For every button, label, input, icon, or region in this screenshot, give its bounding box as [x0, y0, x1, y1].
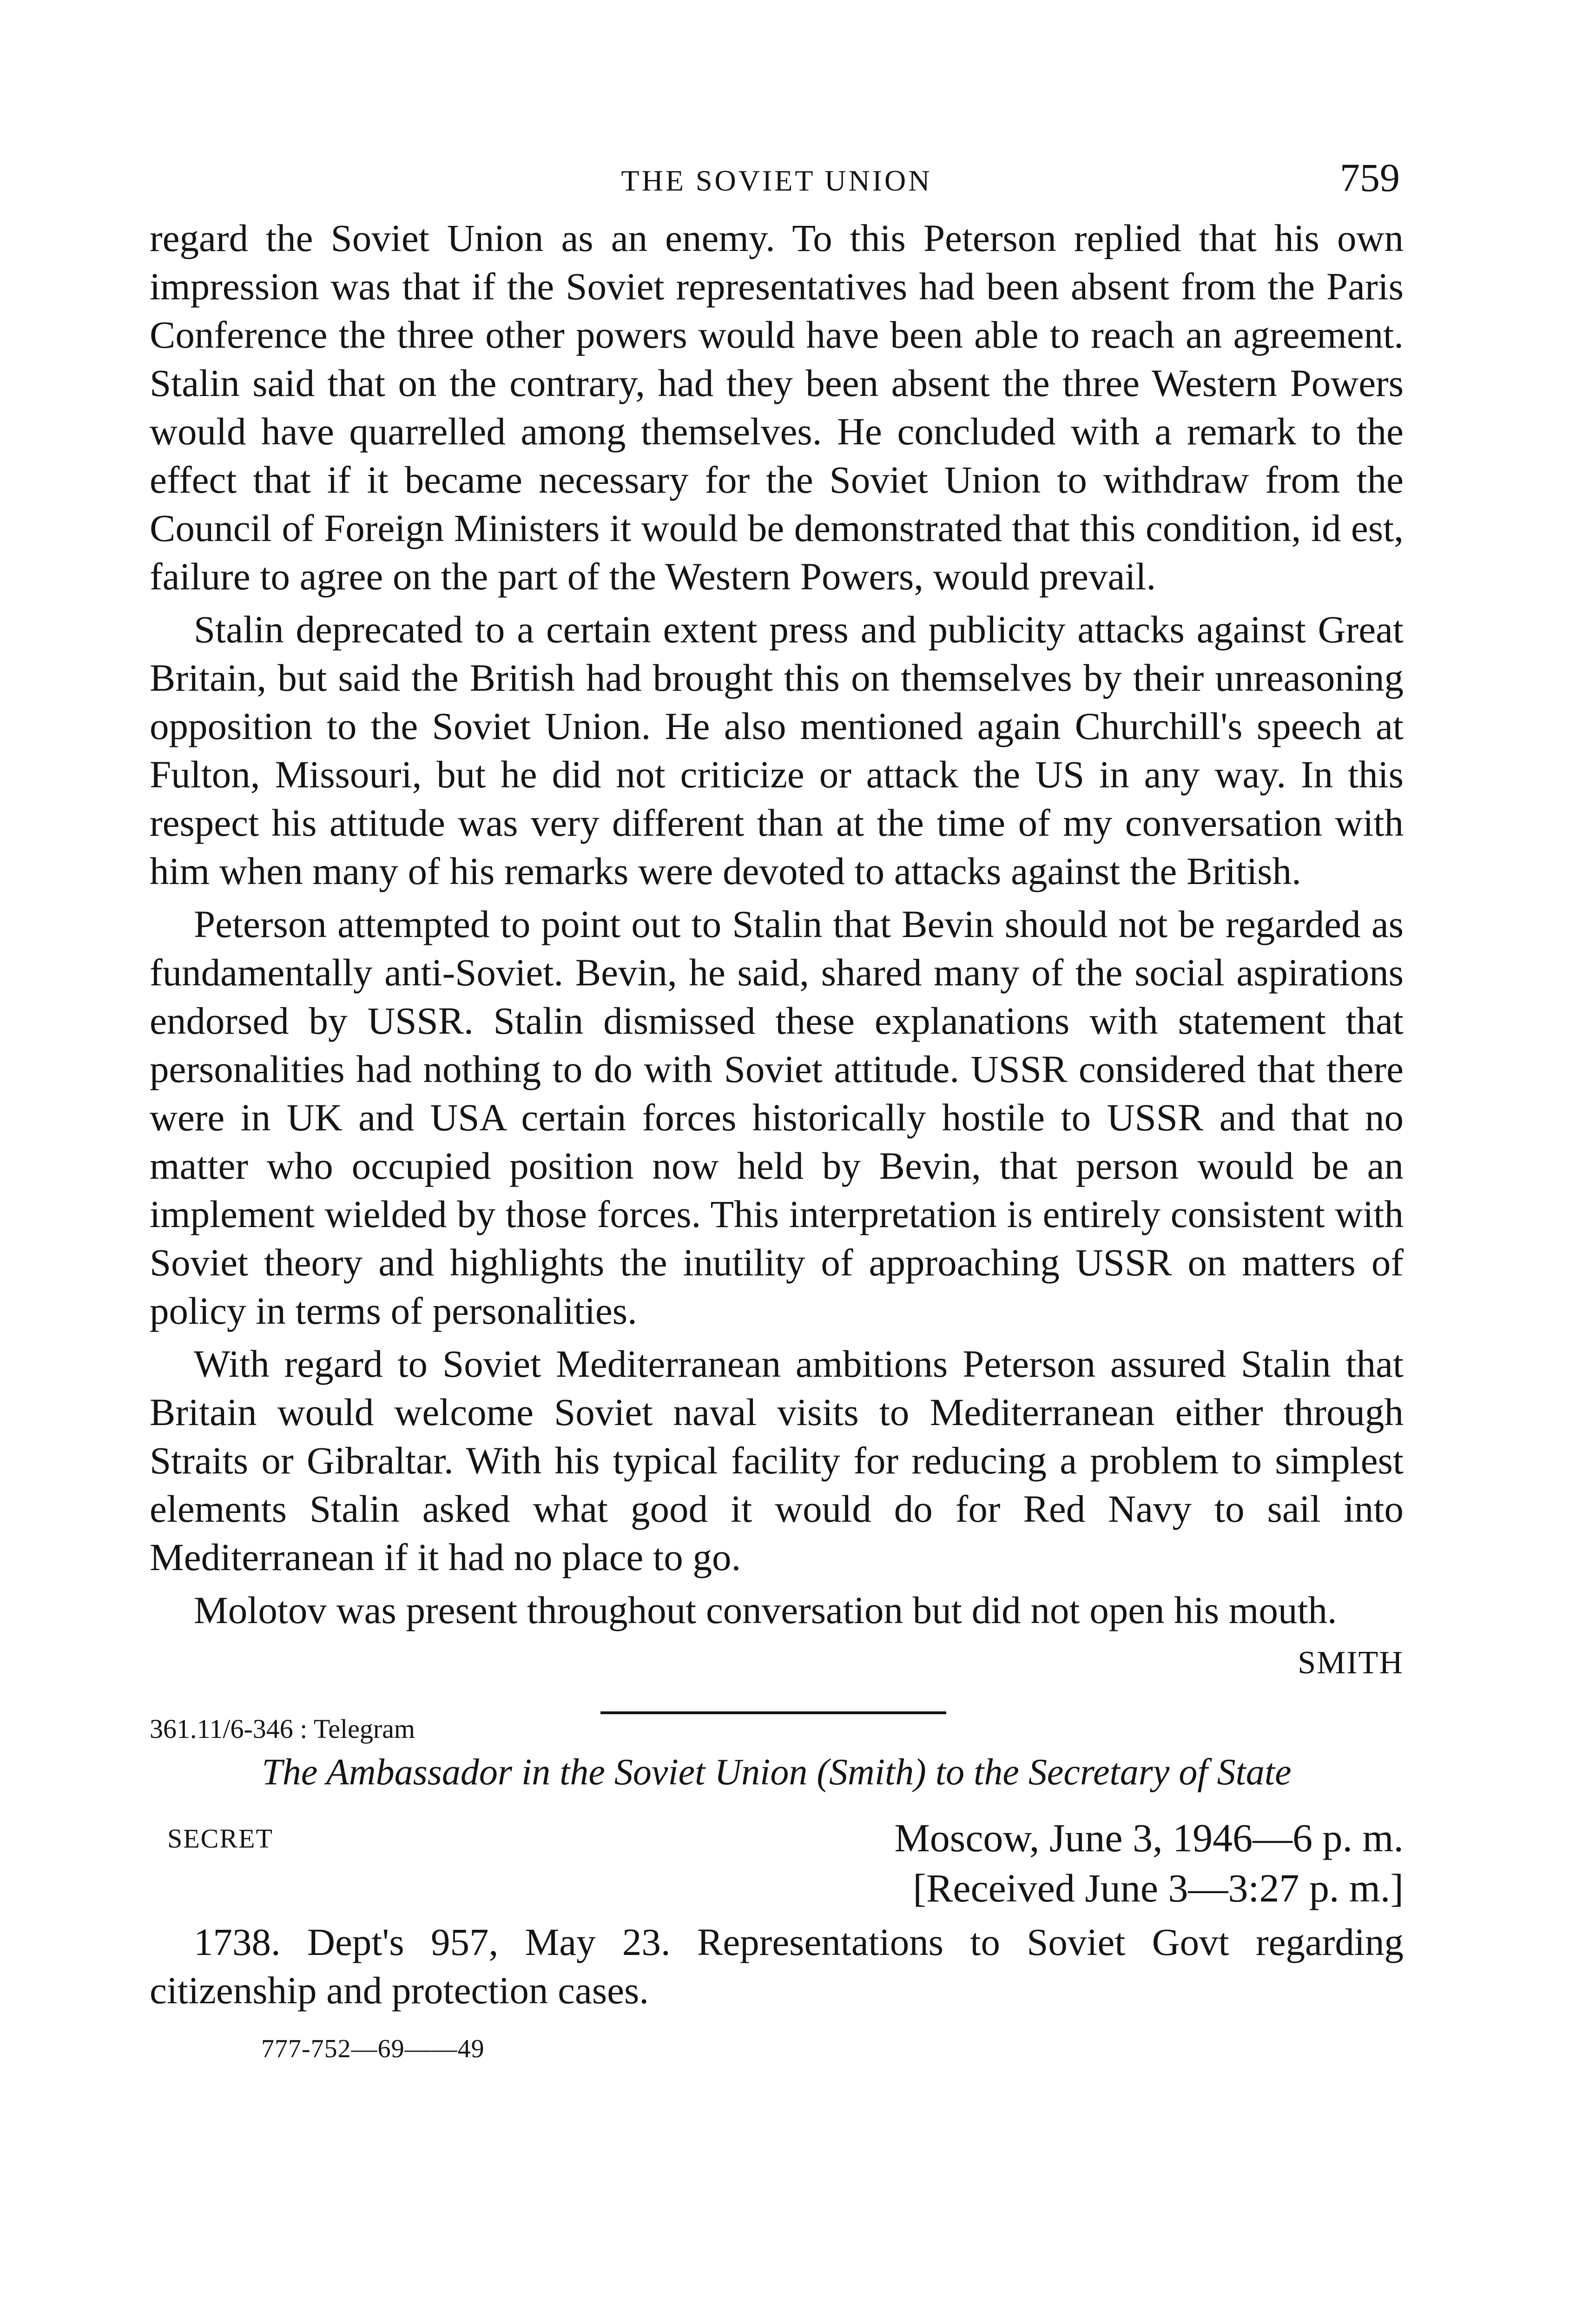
document-heading-row	[150, 1700, 1404, 1748]
page-number: 759	[1340, 155, 1400, 200]
document-page	[150, 155, 1404, 2064]
telegram-body	[150, 1918, 1404, 2014]
paragraph-press-attacks: Stalin deprecated to a certain extent press and publicity attacks against Great Britain, but said the British had brought this on themselves by their unreasoning opposition to the Soviet Union. He also mentioned again Churchill's speech at Fulton, Missouri, but he did not criticize or attack the US in any way. In this respect his attitude was very different than at the time of my conversation with him when many of his remarks were devoted to attacks against the British.	[150, 608, 1404, 892]
paragraph-bevin: Peterson attempted to point out to Stalin that Bevin should not be regarded as fundamentally anti-Soviet. Bevin, he said, shared many of the social aspirations endorsed by USSR. Stalin dismissed these explanations with statement that personalities had nothing to do with Soviet attitude. USSR considered that there were in UK and USA certain forces historically hostile to USSR and that no matter who occupied position now held by Bevin, that person would be an implement wielded by those forces. This interpretation is entirely consistent with Soviet theory and highlights the inutility of approaching USSR on matters of policy in terms of personalities.	[150, 903, 1404, 1332]
received-line: [Received June 3—3:27 p. m.]	[913, 1866, 1404, 1910]
main-body-text	[150, 214, 1404, 1634]
telegram-header	[150, 1813, 1404, 1918]
signature: SMITH	[1298, 1645, 1404, 1681]
section-divider	[600, 1711, 946, 1714]
running-head	[150, 155, 1404, 214]
paragraph-mediterranean: With regard to Soviet Mediterranean ambitions Peterson assured Stalin that Britain would welcome Soviet naval visits to Mediterranean either through Straits or Gibraltar. With his typical facility for reducing a problem to simplest elements Stalin asked what good it would do for Red Navy to sail into Mediterranean if it had no place to go.	[150, 1342, 1404, 1578]
running-title: THE SOVIET UNION	[621, 164, 932, 197]
paragraph-continuation: regard the Soviet Union as an enemy. To this Peterson replied that his own impression was that if the Soviet representatives had been absent from the Paris Conference the three other powers would have been able to reach an agreement. Stalin said that on the contrary, had they been absent the three Western Powers would have quarrelled among themselves. He concluded with a remark to the effect that if it became necessary for the Soviet Union to withdraw from the Council of Foreign Ministers it would be demonstrated that this condition, id est, failure to agree on the part of the Western Powers, would prevail.	[150, 217, 1404, 598]
document-title: The Ambassador in the Soviet Union (Smith) to the Secretary of State	[262, 1752, 1292, 1793]
file-number: 361.11/6-346 : Telegram	[150, 1714, 415, 1744]
dateline-block	[894, 1813, 1404, 1913]
paragraph-molotov: Molotov was present throughout conversation but did not open his mouth.	[194, 1589, 1337, 1631]
print-code: 777-752—69——49	[261, 2034, 485, 2063]
classification-label: SECRET	[167, 1823, 273, 1854]
dateline: Moscow, June 3, 1946—6 p. m.	[894, 1816, 1404, 1860]
telegram-paragraph: 1738. Dept's 957, May 23. Representations to Soviet Govt regarding citizenship and protection cases.	[150, 1921, 1404, 2012]
